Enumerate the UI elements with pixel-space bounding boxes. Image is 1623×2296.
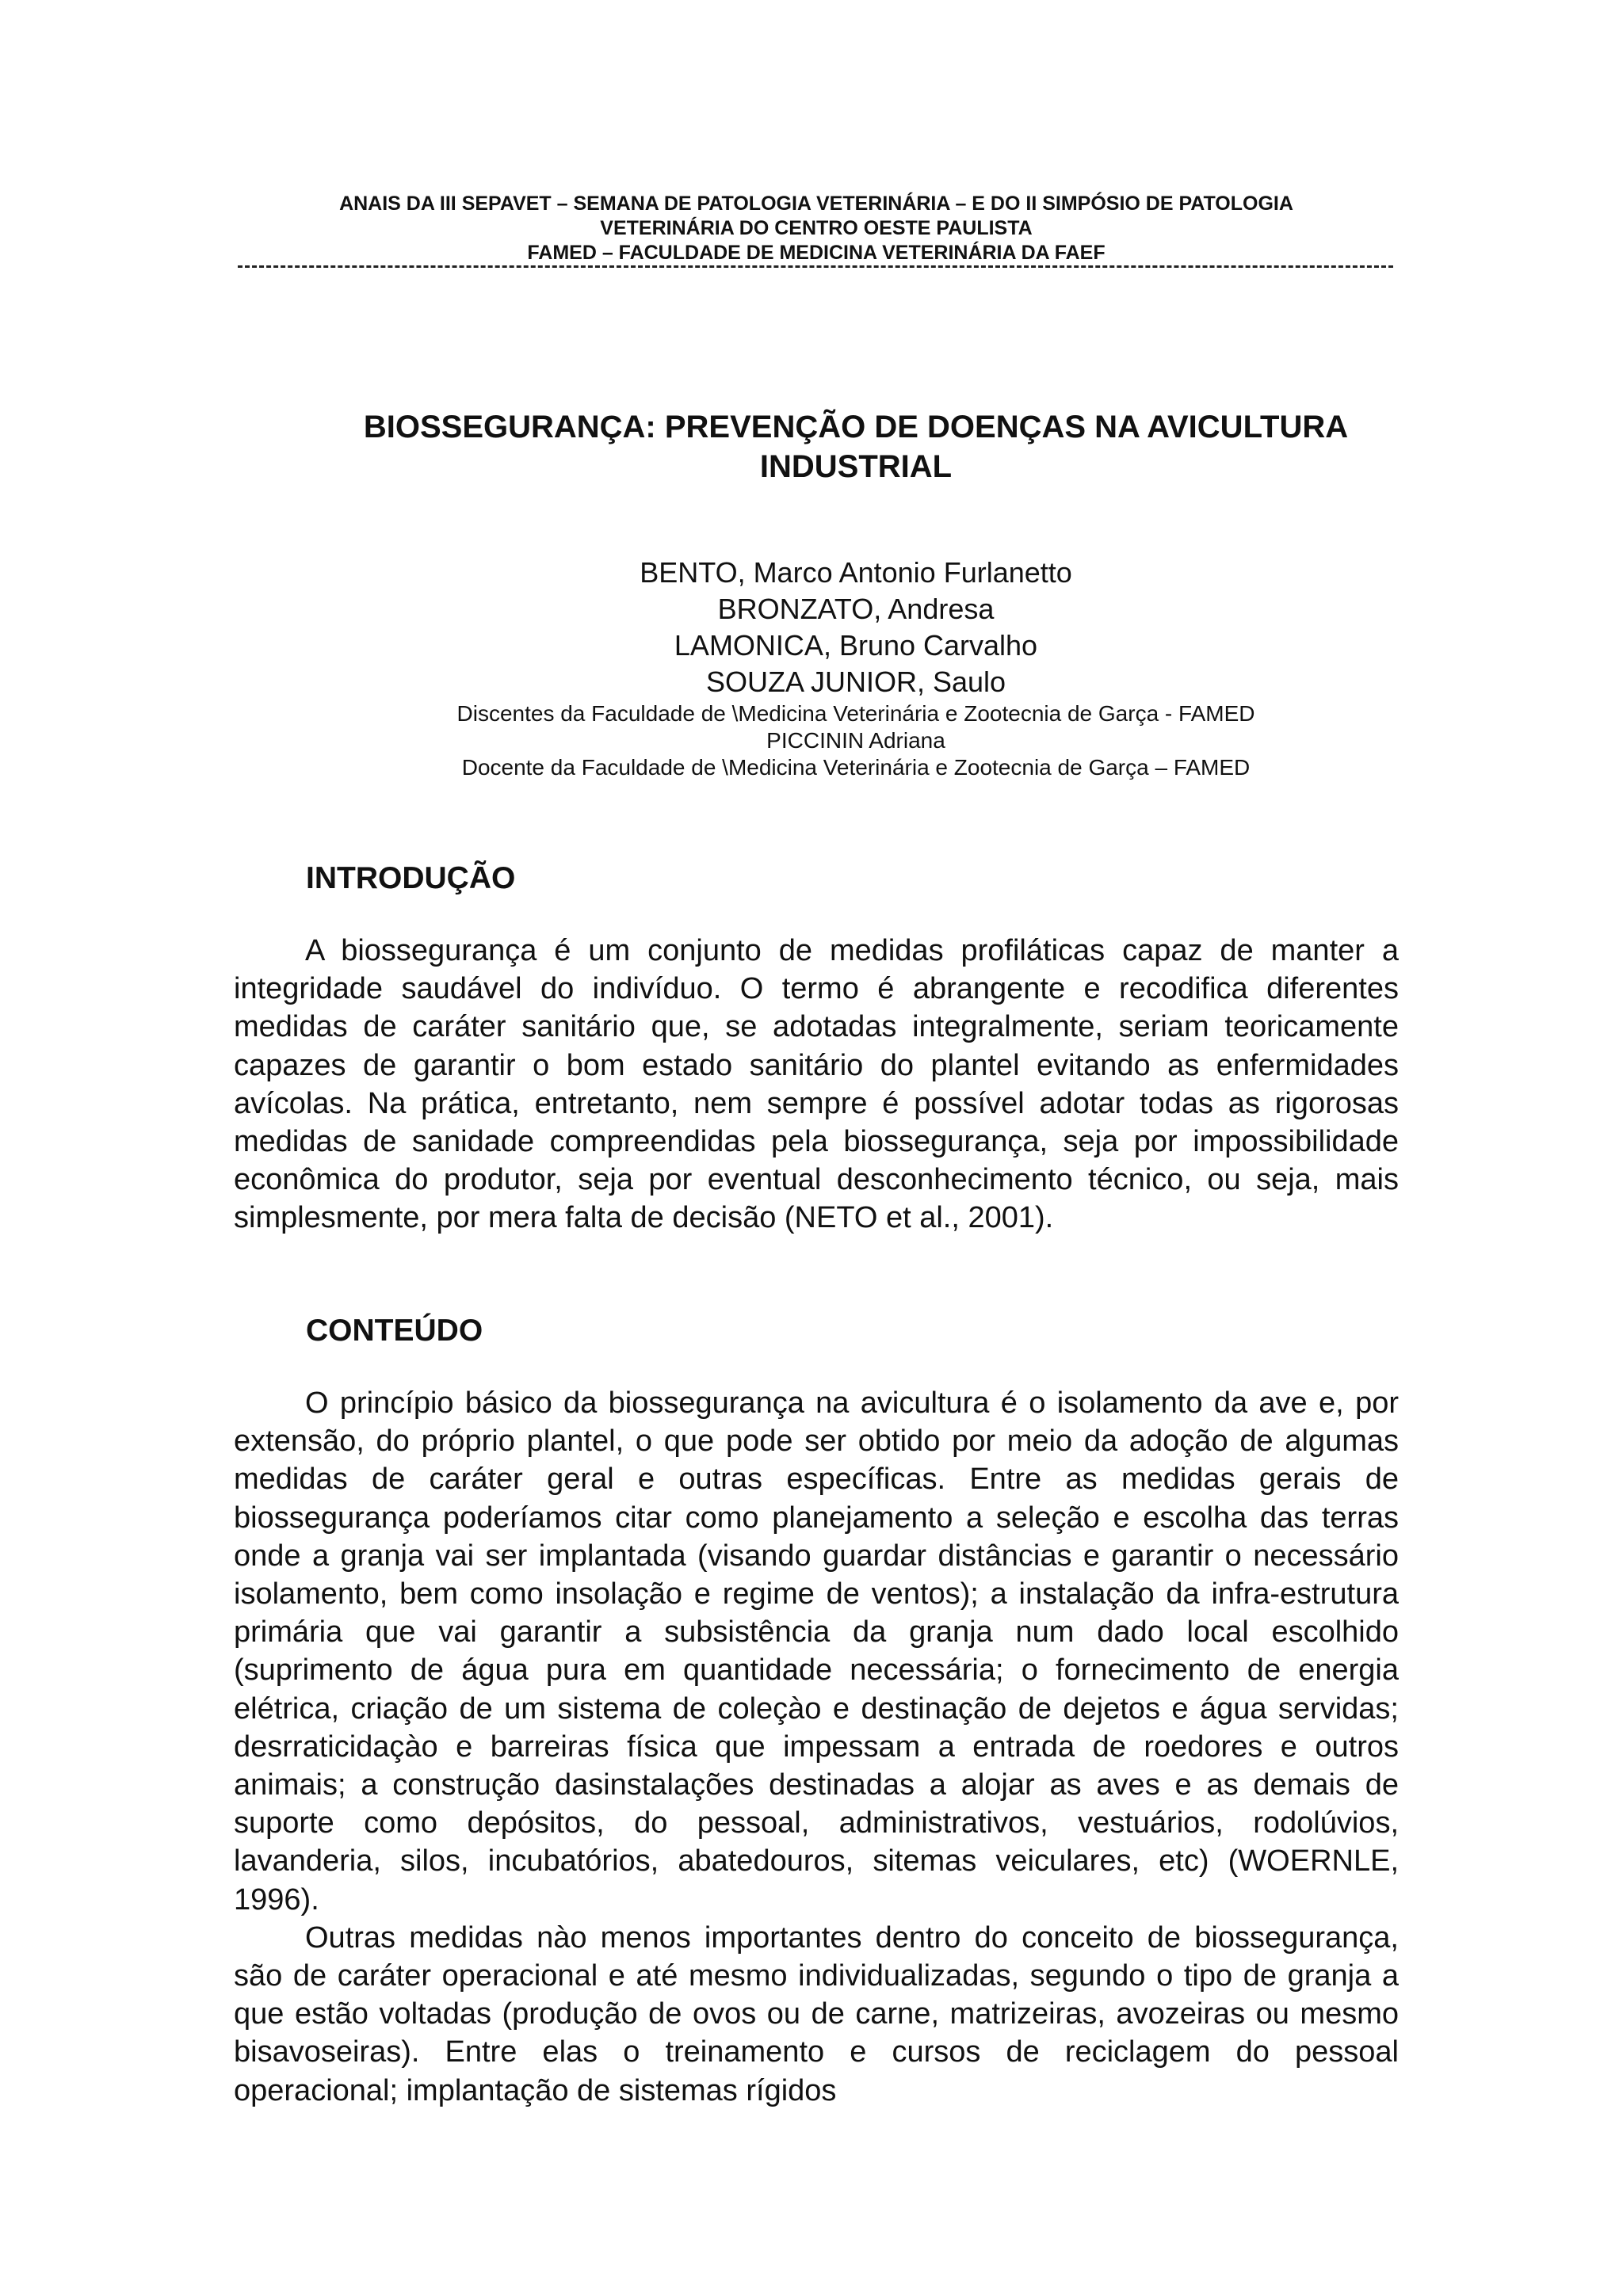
content-heading: CONTEÚDO: [306, 1314, 483, 1348]
introduction-body: [234, 932, 1399, 1238]
title-line-2: INDUSTRIAL: [759, 449, 953, 484]
content-paragraph: O princípio básico da biossegurança na avicultura é o isolamento da ave e, por extensão, do próprio plantel, o que pode ser obtido por meio da adoção de algumas medidas de caráter geral e outras específicas. Entre as medidas gerais de biossegurança poderíamos citar como planejamento a seleção e escolha das terras onde a granja vai ser implantada (visando guardar distâncias e garantir o necessário isolamento, bem como insolação e regime de ventos); a instalação da infra-estrutura primária que vai garantir a subsistência da granja num dado local escolhido (suprimento de água pura em quantidade necessária; o fornecimento de energia elétrica, criação de um sistema de coleçào e destinação de dejetos e água servidas; desrraticidaçào e barreiras física que impessam a entrada de roedores e outros animais; a construção dasinstalações destinadas a alojar as aves e as demais de suporte como depósitos, do pessoal, administrativos, vestuários, rodolúvios, lavanderia, silos, incubatórios, abatedouros, sitemas veiculares, etc) (WOERNLE, 1996).: [234, 1386, 1399, 1917]
header-dashed-divider: [238, 265, 1393, 268]
paper-title: [301, 407, 1411, 486]
author-name: BRONZATO, Andresa: [717, 593, 995, 625]
header-line-2: VETERINÁRIA DO CENTRO OESTE PAULISTA: [600, 217, 1033, 239]
header-line-3: FAMED – FACULDADE DE MEDICINA VETERINÁRIA DA FAEF: [527, 242, 1106, 264]
header-line-1: ANAIS DA III SEPAVET – SEMANA DE PATOLOGIA VETERINÁRIA – E DO II SIMPÓSIO DE PATOLOGIA: [339, 193, 1293, 215]
author-name: BENTO, Marco Antonio Furlanetto: [640, 556, 1072, 589]
students-affiliation: Discentes da Faculdade de \Medicina Veterinária e Zootecnia de Garça - FAMED: [456, 701, 1255, 726]
author-name: LAMONICA, Bruno Carvalho: [674, 629, 1038, 662]
proceedings-header: [238, 192, 1395, 265]
teacher-name: PICCININ Adriana: [766, 728, 945, 753]
author-block: [301, 555, 1411, 781]
content-paragraph: Outras medidas nào menos importantes dentro do conceito de biossegurança, são de caráter operacional e até mesmo individualizadas, segundo o tipo de granja a que estão voltadas (produção de ovos ou de carne, matrizeiras, avozeiras ou mesmo bisavoseiras). Entre elas o treinamento e cursos de reciclagem do pessoal operacional; implantação de sistemas rígidos: [234, 1920, 1399, 2107]
content-body: [234, 1384, 1399, 2110]
introduction-paragraph: A biossegurança é um conjunto de medidas profiláticas capaz de manter a integridade saudável do indivíduo. O termo é abrangente e recodifica diferentes medidas de caráter sanitário que, se adotadas integralmente, seriam teoricamente capazes de garantir o bom estado sanitário do plantel evitando as enfermidades avícolas. Na prática, entretanto, nem sempre é possível adotar todas as rigorosas medidas de sanidade compreendidas pela biossegurança, seja por impossibilidade econômica do produtor, seja por eventual desconhecimento técnico, ou seja, mais simplesmente, por mera falta de decisão (NETO et al., 2001).: [234, 934, 1399, 1235]
teacher-affiliation: Docente da Faculdade de \Medicina Veterinária e Zootecnia de Garça – FAMED: [461, 755, 1251, 780]
author-name: SOUZA JUNIOR, Saulo: [705, 666, 1006, 698]
title-line-1: BIOSSEGURANÇA: PREVENÇÃO DE DOENÇAS NA AVICULTURA: [363, 410, 1349, 444]
introduction-heading: INTRODUÇÃO: [306, 861, 516, 895]
